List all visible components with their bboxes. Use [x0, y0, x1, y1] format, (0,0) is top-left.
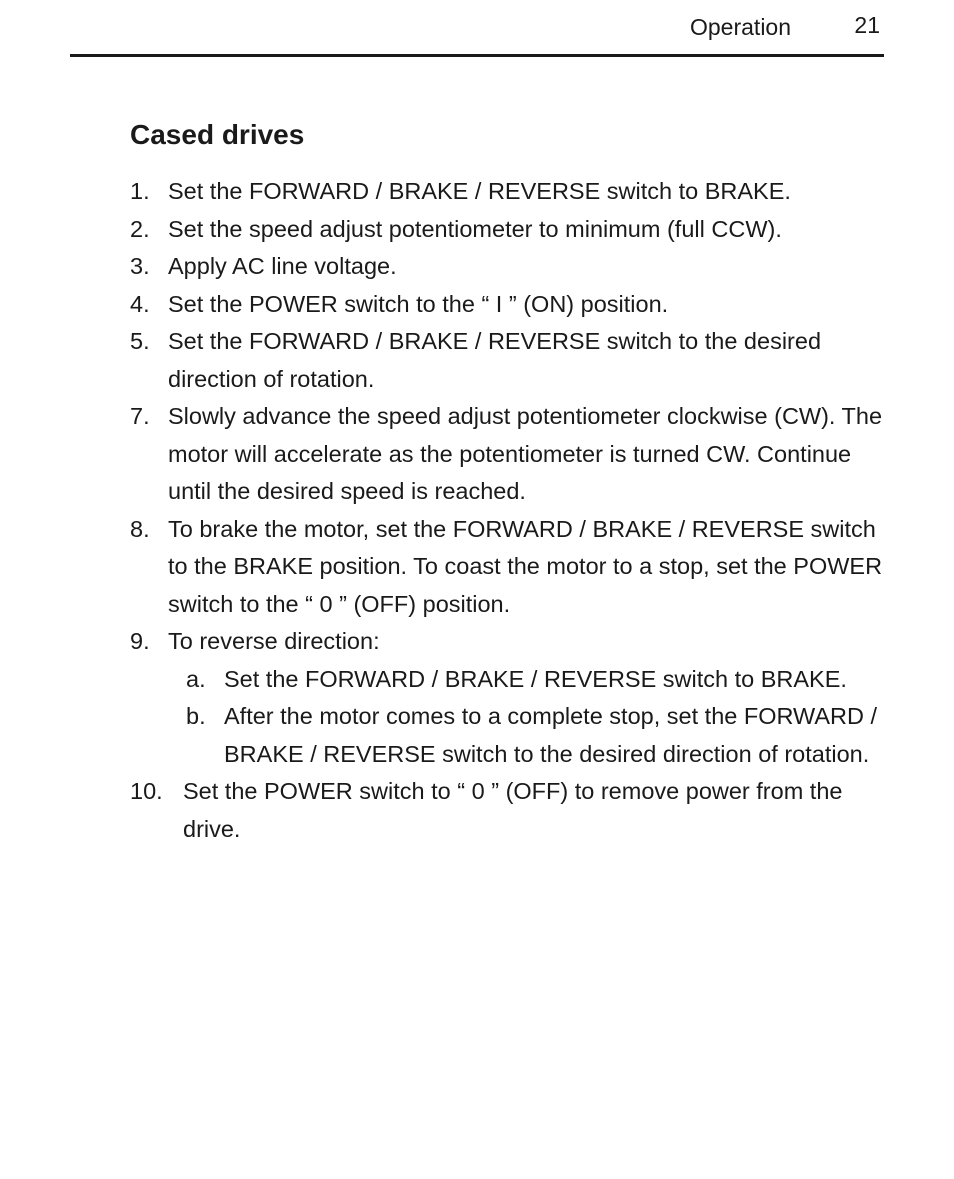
step-text: To brake the motor, set the FORWARD / BRAKE / REVERSE switch to the BRAKE position. To coast the motor to a stop, set the POWER switch to the “ 0 ” (OFF) position.: [168, 515, 883, 617]
step-8: [130, 511, 890, 624]
step-number: 2.: [130, 215, 150, 242]
substep-list: [168, 661, 890, 774]
procedure-steps: [130, 173, 890, 848]
step-text: Slowly advance the speed adjust potentiometer clockwise (CW). The motor will accelerate as the potentiometer is turned CW. Continue until the desired speed is reached.: [168, 403, 883, 504]
page-number: 21: [854, 12, 880, 38]
step-2: [130, 211, 890, 249]
step-7: [130, 398, 890, 511]
step-9: [130, 623, 890, 773]
substep-letter: a.: [186, 665, 206, 692]
step-content: [168, 623, 890, 773]
step-text: Apply AC line voltage.: [168, 253, 397, 279]
substep-text: Set the FORWARD / BRAKE / REVERSE switch to BRAKE.: [224, 665, 847, 692]
step-number: 9.: [130, 628, 150, 654]
header-section-title: Operation: [690, 14, 792, 40]
step-5: [130, 323, 890, 398]
step-number: 4.: [130, 290, 150, 317]
step-text: Set the POWER switch to the “ I ” (ON) position.: [168, 290, 669, 317]
step-text: Set the FORWARD / BRAKE / REVERSE switch to the desired direction of rotation.: [168, 328, 822, 392]
step-number: 1.: [130, 178, 150, 204]
step-number: 7.: [130, 403, 150, 429]
step-10: [130, 773, 890, 848]
step-number: 3.: [130, 253, 150, 279]
step-number: 5.: [130, 328, 150, 354]
step-1: [130, 173, 890, 211]
step-text: Set the POWER switch to “ 0 ” (OFF) to remove power from the drive.: [183, 778, 843, 842]
step-3: [130, 248, 890, 286]
step-text: Set the speed adjust potentiometer to minimum (full CCW).: [168, 215, 782, 242]
substep-text: After the motor comes to a complete stop, set the FORWARD / BRAKE / REVERSE switch to the desired direction of rotation.: [224, 703, 878, 767]
step-number: 8.: [130, 515, 150, 542]
step-4: [130, 286, 890, 324]
substep-a: [186, 661, 890, 699]
substep-letter: b.: [186, 703, 206, 729]
step-number: 10.: [130, 778, 163, 804]
step-text: To reverse direction:: [168, 628, 380, 654]
step-text: Set the FORWARD / BRAKE / REVERSE switch to BRAKE.: [168, 178, 791, 204]
substep-b: [186, 698, 890, 773]
page-header: [70, 0, 884, 57]
section-title: Cased drives: [130, 119, 305, 150]
